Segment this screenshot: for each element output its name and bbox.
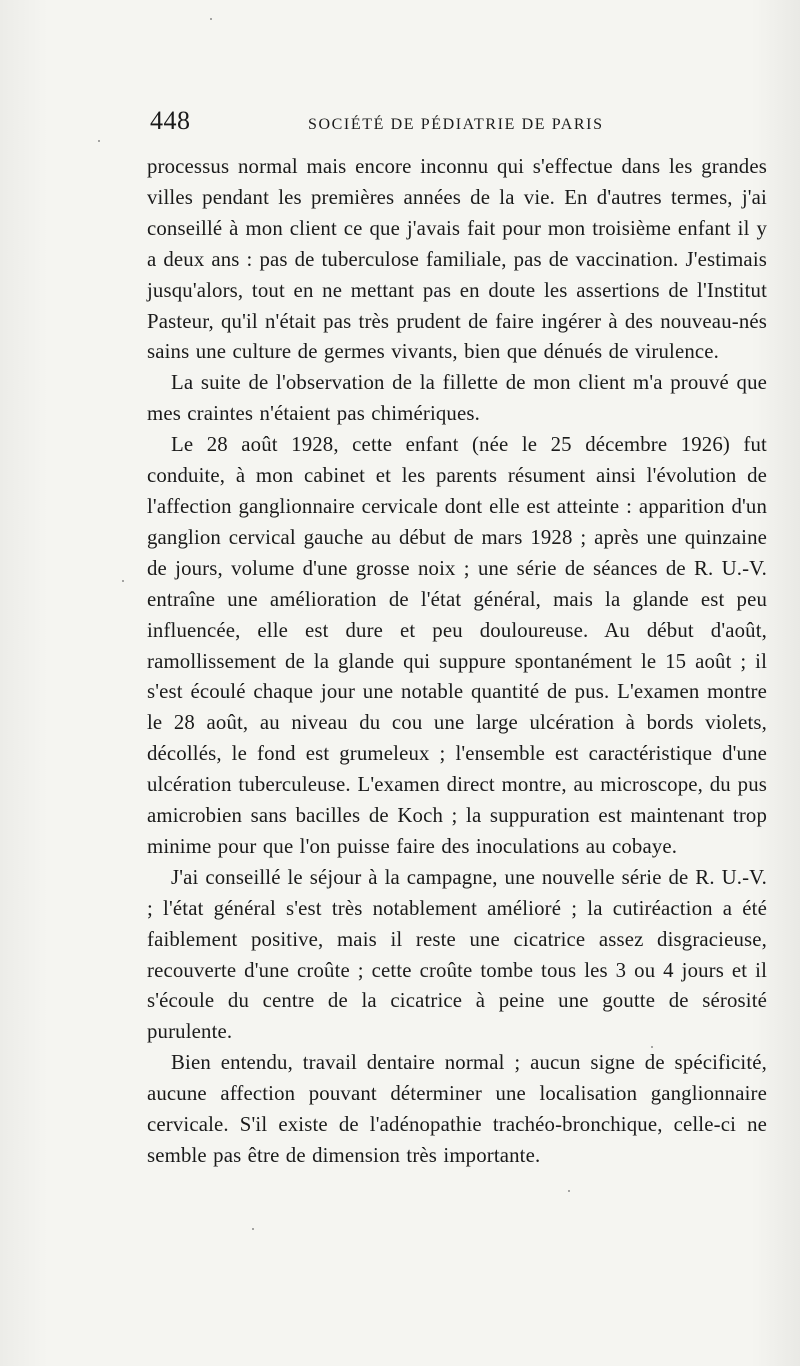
page-header — [150, 106, 762, 146]
paragraph-continuation: processus normal mais encore inconnu qui s'effectue dans les grandes villes pendant les premières années de la vie. En d'autres termes, j'ai conseillé à mon client ce que j'avais fait pour mon troisième enfant il y a deux ans : pas de tuberculose familiale, pas de vaccination. J'estimais jusqu'alors, tout en ne mettant pas en doute les assertions de l'Institut Pasteur, qu'il n'était pas très prudent de faire ingérer à des nouveau-nés sains une culture de germes vivants, bien que dénués de virulence. — [147, 155, 767, 364]
page-number: 448 — [150, 106, 191, 135]
paper-speck — [651, 1046, 653, 1048]
paragraph-conclusion: Bien entendu, travail dentaire normal ; aucun signe de spécificité, aucune affection pouvant déterminer une localisation ganglionnaire cervicale. S'il existe de l'adénopathie trachéo-bronchique, celle-ci ne semble pas être de dimension très importante. — [147, 1051, 767, 1167]
paper-speck — [98, 140, 100, 142]
paper-speck — [210, 18, 212, 20]
paper-speck — [122, 580, 124, 582]
body-text — [147, 152, 767, 1172]
running-head: SOCIÉTÉ DE PÉDIATRIE DE PARIS — [308, 116, 604, 133]
paragraph-observation-intro: La suite de l'observation de la fillette de mon client m'a prouvé que mes craintes n'étaient pas chimériques. — [147, 371, 767, 426]
paragraph-case-history: Le 28 août 1928, cette enfant (née le 25 décembre 1926) fut conduite, à mon cabinet et les parents résument ainsi l'évolution de l'affection ganglionnaire cervicale dont elle est atteinte : apparition d'un ganglion cervical gauche au début de mars 1928 ; après une quinzaine de jours, volume d'une grosse noix ; une série de séances de R. U.-V. entraîne une amélioration de l'état général, mais la glande est peu influencée, elle est dure et peu douloureuse. Au début d'août, ramollissement de la glande qui suppure spontanément le 15 août ; il s'est écoulé chaque jour une notable quantité de pus. L'examen montre le 28 août, au niveau du cou une large ulcération à bords violets, décollés, le fond est grumeleux ; l'ensemble est caractéristique d'une ulcération tuberculeuse. L'examen direct montre, au microscope, du pus amicrobien sans bacilles de Koch ; la suppuration est maintenant trop minime pour que l'on puisse faire des inoculations au cobaye. — [147, 433, 767, 858]
paragraph-treatment: J'ai conseillé le séjour à la campagne, une nouvelle série de R. U.-V. ; l'état général s'est très notablement amélioré ; la cutiréaction a été faiblement positive, mais il reste une cicatrice assez disgracieuse, recouverte d'une croûte ; cette croûte tombe tous les 3 ou 4 jours et il s'écoule du centre de la cicatrice à peine une goutte de sérosité purulente. — [147, 865, 767, 1044]
paper-speck — [568, 1190, 570, 1192]
paper-speck — [252, 1228, 254, 1230]
